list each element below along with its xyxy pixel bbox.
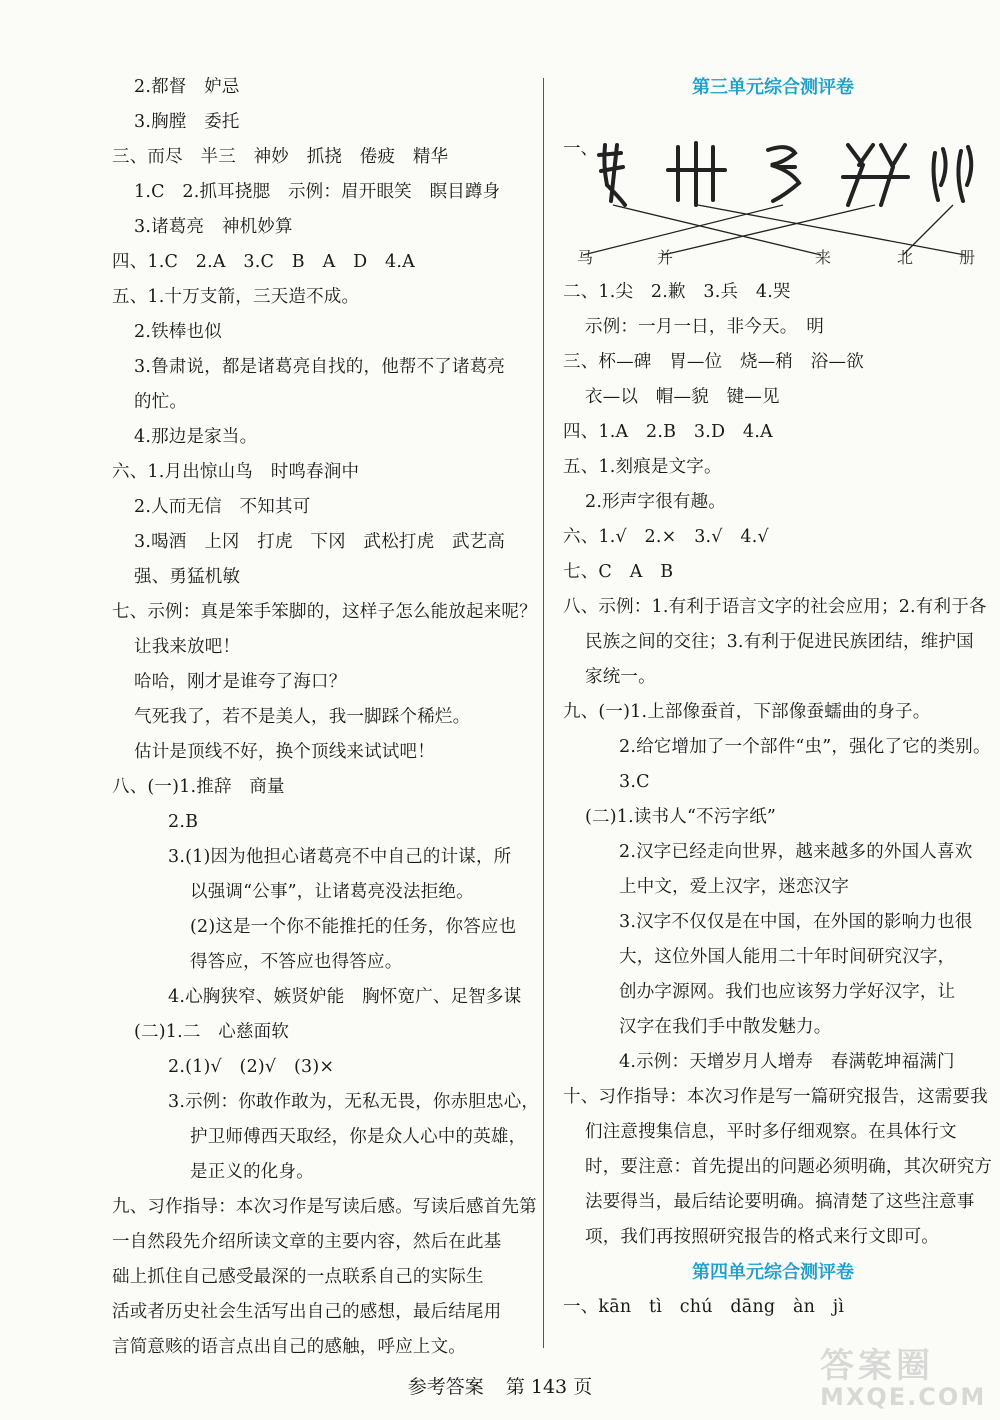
answer-line: 得答应，不答应也得答应。 (190, 952, 403, 972)
oracle-bone-glyphs (563, 105, 983, 275)
answer-line: 项，我们再按照研究报告的格式来行文即可。 (585, 1227, 939, 1247)
answer-line: (2)这是一个你不能推托的任务，你答应也 (190, 917, 517, 937)
answer-line: 3.C (619, 772, 650, 792)
answer-line: 的忙。 (134, 392, 188, 412)
answer-line: 2.(1)√ (2)√ (3)× (168, 1057, 335, 1077)
answer-line: 4.那边是家当。 (134, 427, 258, 447)
answer-line: (二)1.二 心慈面软 (134, 1022, 290, 1042)
answer-line: 示例：一月一日，非今天。 明 (585, 317, 825, 337)
char-lai: 来 (815, 248, 832, 267)
answer-line: 强、勇猛机敏 (134, 567, 241, 587)
answer-line: 2.B (168, 812, 199, 832)
answer-line: 六、1.月出惊山鸟 时鸣春涧中 (112, 462, 360, 482)
answer-line: 六、1.√ 2.× 3.√ 4.√ (563, 527, 769, 547)
answer-line: 础上抓住自己感受最深的一点联系自己的实际生 (112, 1267, 484, 1287)
left-column (112, 70, 540, 1365)
answer-line: 八、示例：1.有利于语言文字的社会应用；2.有利于各 (563, 597, 987, 617)
answer-line: 们注意搜集信息，平时多仔细观察。在具体行文 (585, 1122, 957, 1142)
answer-line: 八、(一)1.推辞 商量 (112, 777, 285, 797)
answer-line: 3.鲁肃说，都是诸葛亮自找的，他帮不了诸葛亮 (134, 357, 506, 377)
page-number: 第 143 页 (505, 1376, 593, 1398)
answer-line: 五、1.刻痕是文字。 (563, 457, 722, 477)
answer-line: 气死我了，若不是美人，我一脚踩个稀烂。 (134, 707, 471, 727)
answer-line: 民族之间的交往；3.有利于促进民族团结，维护国 (585, 632, 974, 652)
answer-line: 2.铁棒也似 (134, 322, 222, 342)
answer-line: 上中文，爱上汉字，迷恋汉字 (619, 877, 850, 897)
pinyin-answer-line: 一、kān tì chú dāng àn jì (563, 1297, 845, 1317)
char-ce: 册 (959, 248, 976, 267)
right-column (563, 70, 993, 1325)
answer-line: 2.都督 妒忌 (134, 77, 240, 97)
answer-line: 3.胸膛 委托 (134, 112, 240, 132)
answer-line: 让我来放吧！ (134, 637, 241, 657)
answer-line: 七、C A B (563, 562, 674, 582)
answer-line: 4.示例：天增岁月人增寿 春满乾坤福满门 (619, 1052, 955, 1072)
answer-line: 一自然段先介绍所读文章的主要内容，然后在此基 (112, 1232, 502, 1252)
answer-line: 3.(1)因为他担心诸葛亮不中自己的计谋，所 (168, 847, 512, 867)
answer-line: 七、示例：真是笨手笨脚的，这样子怎么能放起来呢？ (112, 602, 537, 622)
answer-line: 九、(一)1.上部像蚕首，下部像蚕蠕曲的身子。 (563, 702, 931, 722)
answer-line: 五、1.十万支箭，三天造不成。 (112, 287, 360, 307)
answer-line: 三、杯—碑 胃—位 烧—稍 浴—欲 (563, 352, 864, 372)
answer-line: 汉字在我们手中散发魅力。 (619, 1017, 832, 1037)
answer-line: 十、习作指导：本次习作是写一篇研究报告，这需要我 (563, 1087, 988, 1107)
char-ma: 马 (577, 248, 594, 267)
answer-line: 法要得当，最后结论要明确。搞清楚了这些注意事 (585, 1192, 975, 1212)
char-bei: 北 (897, 248, 914, 267)
answer-line: 2.形声字很有趣。 (585, 492, 726, 512)
char-bing: 并 (657, 248, 674, 267)
answer-line: 活或者历史社会生活写出自己的感想，最后结尾用 (112, 1302, 502, 1322)
answer-line: 护卫师傅西天取经，你是众人心中的英雄， (190, 1127, 527, 1147)
answer-line: 是正义的化身。 (190, 1162, 314, 1182)
answer-line: 三、而尽 半三 神妙 抓挠 倦疲 精华 (112, 147, 449, 167)
answer-line: 创办字源网。我们也应该努力学好汉字，让 (619, 982, 956, 1002)
answer-line: 衣—以 帽—貌 键—见 (585, 387, 780, 407)
answer-line: 二、1.尖 2.歉 3.兵 4.哭 (563, 282, 791, 302)
answer-line: 估计是顶线不好，换个顶线来试试吧！ (134, 742, 435, 762)
answer-line: 3.示例：你敢作敢为，无私无畏，你赤胆忠心， (168, 1092, 540, 1112)
column-divider (543, 78, 544, 1348)
answer-line: 九、习作指导：本次习作是写读后感。写读后感首先第 (112, 1197, 537, 1217)
answer-line: 3.汉字不仅仅是在中国，在外国的影响力也很 (619, 912, 973, 932)
watermark-url: MXQE.COM (820, 1383, 987, 1411)
answer-line: 哈哈，刚才是谁夸了海口？ (134, 672, 347, 692)
answer-line: 家统一。 (585, 667, 656, 687)
question-number: 一、 (563, 139, 598, 159)
footer-label: 参考答案 (407, 1376, 484, 1398)
answer-line: 1.C 2.抓耳挠腮 示例：眉开眼笑 瞑目蹲身 (134, 182, 501, 202)
answer-line: 以强调“公事”，让诸葛亮没法拒绝。 (190, 882, 474, 902)
watermark-text: 答案圈 (820, 1346, 934, 1386)
answer-line: 2.人而无信 不知其可 (134, 497, 311, 517)
answer-line: 四、1.C 2.A 3.C B A D 4.A (112, 252, 415, 272)
oracle-matching-exercise (563, 105, 983, 275)
answer-line: 2.给它增加了一个部件“虫”，强化了它的类别。 (619, 737, 991, 757)
answer-line: 3.诸葛亮 神机妙算 (134, 217, 293, 237)
unit-3-heading: 第三单元综合测评卷 (692, 77, 854, 98)
unit-3-answers (563, 275, 993, 1255)
answer-line: 3.喝酒 上冈 打虎 下冈 武松打虎 武艺高 (134, 532, 506, 552)
answer-line: 大，这位外国人能用二十年时间研究汉字， (619, 947, 956, 967)
site-watermark-logo (820, 1338, 990, 1418)
unit-4-heading: 第四单元综合测评卷 (692, 1262, 854, 1283)
answer-line: 2.汉字已经走向世界，越来越多的外国人喜欢 (619, 842, 973, 862)
answer-line: 四、1.A 2.B 3.D 4.A (563, 422, 773, 442)
answer-line: 时，要注意：首先提出的问题必须明确，其次研究方 (585, 1157, 993, 1177)
answer-line: (二)1.读书人“不污字纸” (585, 807, 777, 827)
answer-line: 4.心胸狭窄、嫉贤妒能 胸怀宽广、足智多谋 (168, 987, 522, 1007)
answer-line: 言简意赅的语言点出自己的感触，呼应上文。 (112, 1337, 466, 1357)
